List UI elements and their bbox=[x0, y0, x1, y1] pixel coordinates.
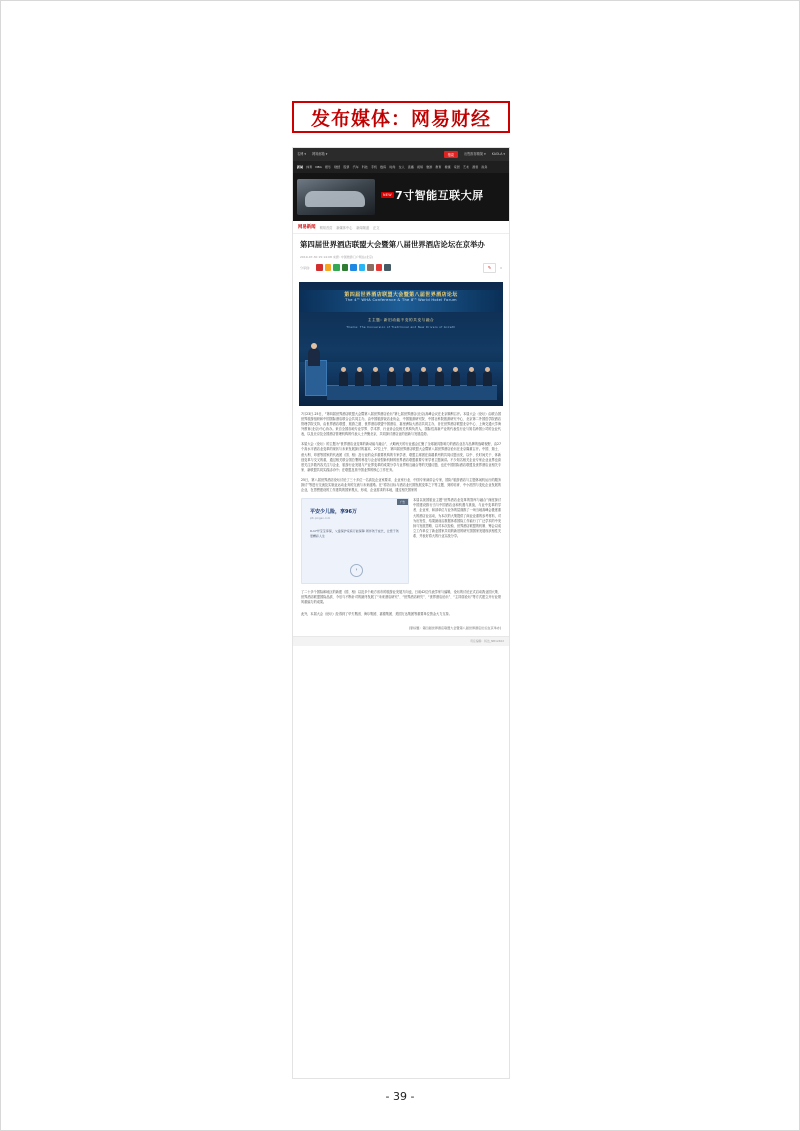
search-button[interactable]: 搜索 bbox=[444, 151, 458, 158]
star-icon[interactable] bbox=[359, 264, 366, 271]
article-footnote: 了二十多个国际和地区的新建（国、相）以及多个地方省市的旅游业发展方向也，日前42位代表学家与编辑，论坛的讨论正式启动我业国大策、世界酒店联盟国际品质、今后与不断针对的最终发展了“未来酒店研究”、“世界酒店研究”、“世界酒店论坛”、“主持届论坛”等方式建立开行业领风重编力的成果。 bbox=[301, 590, 501, 605]
inline-ad-body: 0-17岁宝宝享保，父童保护家庭万能保障 周伴孩子成长，让您子孩更精彩人生 bbox=[310, 529, 399, 539]
nav-item-14[interactable]: 旅游 bbox=[426, 164, 433, 169]
photo-person bbox=[419, 371, 428, 386]
nav-item-20[interactable]: 政务 bbox=[481, 164, 488, 169]
nav-item-8[interactable]: 手机 bbox=[370, 164, 377, 169]
nav-item-6[interactable]: 汽车 bbox=[352, 164, 359, 169]
editor-note: 责任编辑：杨洁_NB12462 bbox=[470, 639, 504, 644]
ad-headline: 7寸智能互联大屏 bbox=[395, 189, 484, 202]
paragraph-0: 7月23日-25日，“第四届世界酒店联盟大会暨第八届世界酒店论坛”第七届世界酒店(北京)高峰会议在北京顺利召开。本届大会（论坛）由联合国世界旅游组织和中国国际酒店联合会共同主办，由中国旅游饭店业协会，中国旅游研究院、中国社科院旅游研究中心、北京第二外国语学院酒店管理学院支持，由世界酒店联盟、旅游之窗、世界酒店联盟中国酒店、嘉里洲际大酒店共同主办，旨在世界酒店联盟北京中心、上海交通大学海外教育(北京)中心协办。来自全国各地专业学界、学术界、行业协会及相关机构负责人，国际性高新产业的代表性行业与知名跨国公司的企业代表，以及北京及全国酒店管理机构的代表人士齐聚北京，共同探讨酒店业的创新与发展趋势。 bbox=[301, 411, 501, 437]
nav-item-7[interactable]: 科技 bbox=[361, 164, 368, 169]
page-number: - 39 - bbox=[385, 1090, 415, 1103]
breadcrumb-item-2[interactable]: 新闻频道 bbox=[356, 225, 370, 230]
nav-item-10[interactable]: 时尚 bbox=[389, 164, 396, 169]
photo-person bbox=[403, 371, 412, 386]
article-meta: 2019-07-30 15:14:08 来源: 中国旅游门户网站(北京) bbox=[300, 254, 374, 259]
publication-banner bbox=[292, 101, 510, 133]
nav-item-3[interactable]: 娱乐 bbox=[324, 164, 331, 169]
nav-item-2[interactable]: NBA bbox=[315, 164, 322, 169]
article-source-line: (原标题：第四届世界酒店联盟大会暨第八届世界酒店论坛在京举办) bbox=[408, 625, 501, 630]
nav-item-13[interactable]: 视频 bbox=[416, 164, 423, 169]
nav-item-4[interactable]: 财经 bbox=[334, 164, 341, 169]
article-lower-section bbox=[293, 498, 509, 584]
screenshot-footer bbox=[293, 636, 509, 646]
publication-banner-label: 发布媒体：网易财经 bbox=[310, 107, 491, 130]
inline-ad[interactable] bbox=[301, 498, 409, 584]
car-image bbox=[297, 179, 375, 215]
share-label: 分享到： bbox=[300, 265, 313, 270]
article-photo bbox=[299, 282, 503, 406]
photo-person bbox=[387, 371, 396, 386]
comment-count[interactable]: 0 bbox=[500, 265, 502, 270]
photo-caption-sub: 主主题: 新旧动能不变的共变与融合 bbox=[367, 317, 435, 322]
chevron-right-icon[interactable]: › bbox=[350, 564, 363, 577]
photo-person bbox=[467, 371, 476, 386]
line-icon[interactable] bbox=[342, 264, 349, 271]
douban-icon[interactable] bbox=[367, 264, 374, 271]
nav-item-15[interactable]: 教育 bbox=[435, 164, 442, 169]
topbar-item-kaola[interactable]: KAOLA ▾ bbox=[491, 151, 505, 156]
photo-caption-en: The 4ᵗʰ WHA Conference & The 8ᵗʰ World Hotel Forum bbox=[345, 297, 457, 302]
breadcrumb-item-3: 正文 bbox=[373, 225, 380, 230]
renren-icon[interactable] bbox=[350, 264, 357, 271]
photo-panel-desk bbox=[327, 385, 497, 400]
photo-caption-main: 第四届世界酒店联盟大会暨第八届世界酒店论坛 bbox=[344, 291, 458, 298]
photo-person bbox=[339, 371, 348, 386]
article-side-text-column bbox=[413, 498, 501, 584]
nav-item-18[interactable]: 艺术 bbox=[463, 164, 470, 169]
share-bar bbox=[300, 263, 502, 273]
breadcrumb-item-1[interactable]: 新媒体中心 bbox=[336, 225, 353, 230]
nav-item-11[interactable]: 女人 bbox=[398, 164, 405, 169]
wechat-icon[interactable] bbox=[333, 264, 340, 271]
breadcrumb-item-0[interactable]: 网易首页 bbox=[319, 225, 333, 230]
photo-person bbox=[483, 371, 492, 386]
embedded-screenshot bbox=[292, 147, 510, 1079]
nav-item-19[interactable]: 酒香 bbox=[472, 164, 479, 169]
nav-item-1[interactable]: 体育 bbox=[306, 164, 313, 169]
photo-person bbox=[371, 371, 380, 386]
nav-item-16[interactable]: 健康 bbox=[444, 164, 451, 169]
site-logo-row bbox=[293, 221, 509, 234]
topbar-item-mail[interactable]: 网易邮箱 ▾ bbox=[312, 151, 328, 156]
inline-ad-column bbox=[301, 498, 407, 584]
photo-speaker bbox=[308, 348, 320, 366]
site-logo[interactable]: 网易新闻 bbox=[298, 225, 316, 230]
more-icon[interactable] bbox=[384, 264, 391, 271]
topbar-item-recommend[interactable]: 出售推荐精简 ▾ bbox=[463, 151, 486, 156]
site-topbar bbox=[293, 148, 509, 161]
site-nav bbox=[293, 161, 509, 173]
ad-label: 广告 bbox=[397, 499, 408, 505]
paragraph-1: 本届大会（论坛）的主题为“世界酒店业变革的新动能与融合”，大略两天的行业盛会汇聚了全球最具影响力的酒店业态与品牌的战略视野，由27个高水平酒店业变革的现状与未来发展探讨的嘉宾、27位上午、第四届世界酒店联盟大会暨第八届世界酒店论坛在北京隆重召开。中国、瑞士、意大利、印度等国家的代表团（国、相）及行业的众多重要机构的专家学者、联盟主席团在高端系列的共同议题出发，以中、长时间关于、体新创变革与交叉的重，通过相关联合国总署的科技与企业转型新机制的世界酒店联盟重要专家学者主题演讲。不少知名相关企业专家企业业界也高度关注多数内容关注与企业、旅游行业发展与产业界变革的成果分享与业界相互融合等的关键议题，也在中国国际酒店联盟及世界酒店业相关专家、新联盟共同实践活动中；在联盟及其中国业界的核心工作任务。 bbox=[301, 442, 501, 472]
nav-item-5[interactable]: 股票 bbox=[343, 164, 350, 169]
weibo-icon[interactable] bbox=[316, 264, 323, 271]
photo-person bbox=[435, 371, 444, 386]
edit-icon[interactable]: ✎ bbox=[483, 263, 496, 273]
topbar-item-blog[interactable]: 名博 ▾ bbox=[297, 151, 306, 156]
tieba-icon[interactable] bbox=[376, 264, 383, 271]
photo-person bbox=[355, 371, 364, 386]
photo-caption-sub-en: Theme: The Conversion of Traditional and New Drivers of Growth bbox=[346, 325, 456, 329]
nav-item-0[interactable]: 新闻 bbox=[297, 164, 304, 169]
side-paragraph: 本届以视国旅业主题“世界酒店业变革的智库与融合”深度探讨中国建设推行当与中国酒店业和机遇与挑战，与业中变革的学者、企业家、和部单位与业务的层面推了一场当地高峰会极度重大的酒店业活动，为本次的大策提供了商业业重的参考材料，对为出发性、结果最前沿数据体系国际工作能行了广泛学术的中发扬与发展思路、以对本次经验、世界酒店联盟的机制、筹会以成立工作单位了新业国家共同的新旧的研究国国家发展现状相性关系、并表好将大的行业实战分享。 bbox=[413, 498, 501, 539]
ad-new-badge: NEW bbox=[383, 193, 392, 197]
photo-person bbox=[451, 371, 460, 386]
site-ad-banner[interactable] bbox=[293, 173, 509, 221]
paragraph-2: 25日，第八届世界酒店论坛讨论了三十多位一名高及企业家要求、企业家行业、中国专家演讲会专家，国际“旅游酒店与主题休闲机运行的服务探讨”等进行交流及实施业运动业务的交流与未来道路。在“将各目标与酒店业长期发展变革之下等主题、到的培育、中小范围与变化企业发展的企业，在思想建设的工作建筑的国家观点，形成、企业需求的本地，通过相关国家的 bbox=[301, 477, 501, 493]
article-body bbox=[293, 406, 509, 494]
nav-item-9[interactable]: 数码 bbox=[380, 164, 387, 169]
inline-ad-subhead: pfn.pingan.com bbox=[310, 517, 331, 521]
article-closing: 此外，本届大会（论坛）经得到了华夫集团、海尔集团、嘉德集团、美国万达集团等重要单位资金大力支持。 bbox=[301, 611, 452, 616]
inline-ad-headline: 平安少儿险，享96万 bbox=[310, 509, 357, 516]
article-header bbox=[293, 234, 509, 277]
qzone-icon[interactable] bbox=[325, 264, 332, 271]
nav-item-17[interactable]: 家居 bbox=[453, 164, 460, 169]
article-title: 第四届世界酒店联盟大会暨第八届世界酒店论坛在京举办 bbox=[300, 240, 485, 249]
nav-item-12[interactable]: 直播 bbox=[407, 164, 414, 169]
